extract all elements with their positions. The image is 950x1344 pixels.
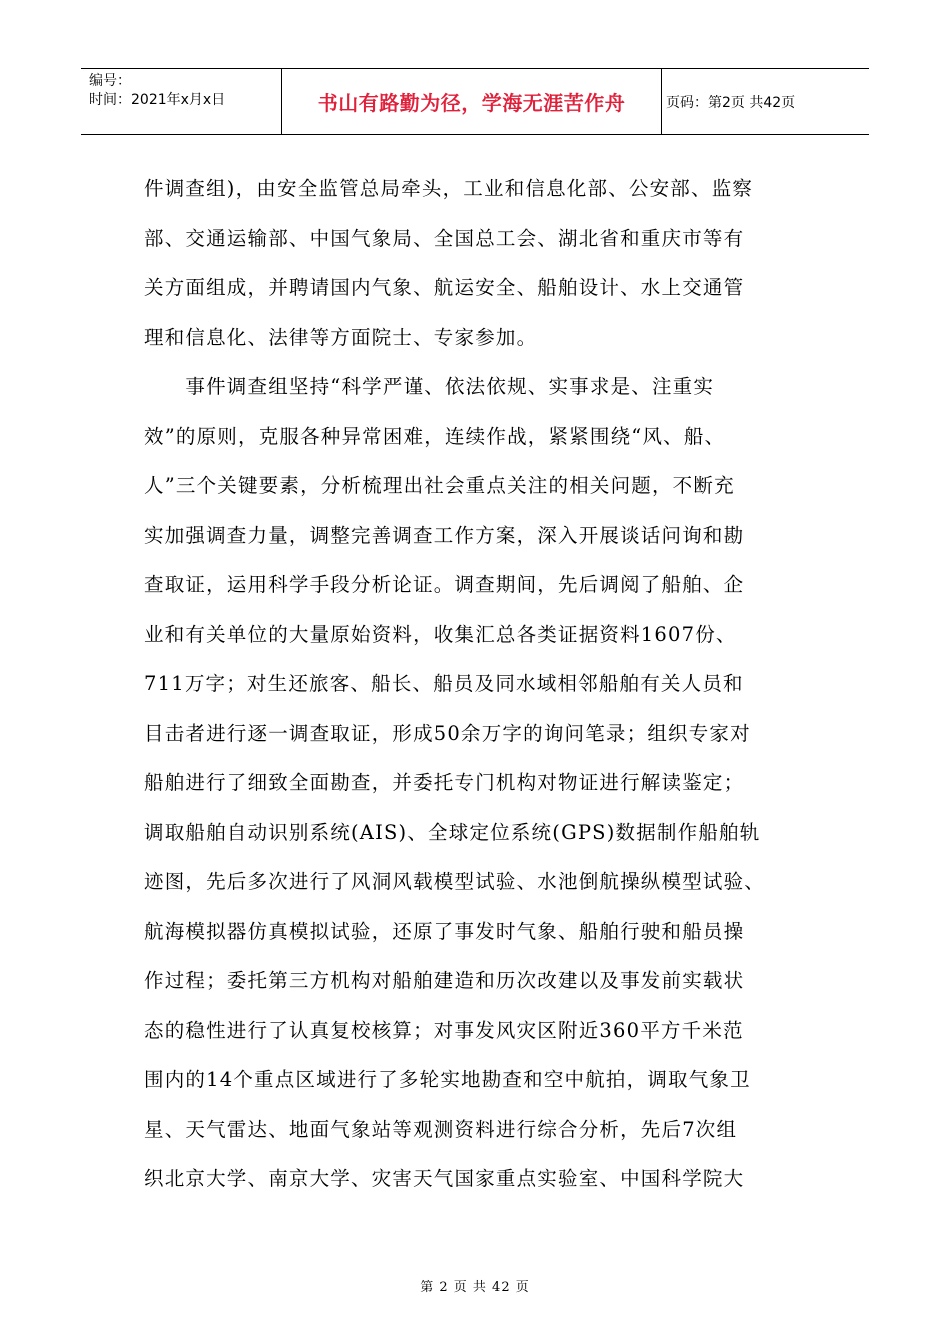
- body-line: 理和信息化、法律等方面院士、专家参加。: [144, 325, 538, 349]
- body-line: 态的稳性进行了认真复校核算；对事发风灾区附近360平方千米范: [144, 1018, 744, 1042]
- body-line: 人”三个关键要素，分析梳理出社会重点关注的相关问题，不断充: [144, 474, 735, 497]
- body-line: 调取船舶自动识别系统(AIS)、全球定位系统(GPS)数据制作船舶轨: [144, 820, 761, 844]
- body-line: 效”的原则，克服各种异常困难，连续作战，紧紧围绕“风、船、: [144, 424, 726, 448]
- body-line: 船舶进行了细致全面勘查，并委托专门机构对物证进行解读鉴定；: [144, 771, 745, 794]
- body-line: 星、天气雷达、地面气象站等观测资料进行综合分析，先后7次组: [144, 1117, 738, 1141]
- body-line: 业和有关单位的大量原始资料，收集汇总各类证据资料1607份、: [144, 622, 737, 646]
- header-meta-cell: [81, 69, 282, 134]
- header-page-code: 页码：第2页 共42页: [666, 94, 796, 111]
- body-line: 航海模拟器仿真模拟试验，还原了事发时气象、船舶行驶和船员操: [144, 919, 745, 943]
- body-line: 711万字；对生还旅客、船长、船员及同水域相邻船舶有关人员和: [144, 672, 744, 695]
- document-body: [144, 164, 814, 1204]
- body-line: 作过程；委托第三方机构对船舶建造和历次改建以及事发前实载状: [144, 969, 745, 992]
- body-line: 实加强调查力量，调整完善调查工作方案，深入开展谈话问询和勘: [144, 523, 745, 547]
- body-line: 目击者进行逐一调查取证，形成50余万字的询问笔录；组织专家对: [144, 721, 751, 745]
- serial-label: 编号：: [89, 73, 131, 89]
- time-label: 时间：2021年x月x日: [89, 92, 226, 108]
- body-line: 查取证，运用科学手段分析论证。调查期间，先后调阅了船舶、企: [144, 573, 745, 596]
- body-line: 关方面组成，并聘请国内气象、航运安全、船舶设计、水上交通管: [144, 276, 745, 299]
- page-header: [81, 68, 869, 135]
- body-line: 迹图，先后多次进行了风洞风载模型试验、水池倒航操纵模型试验、: [144, 870, 766, 893]
- body-line: 事件调查组坚持“科学严谨、依法依规、实事求是、注重实: [144, 375, 715, 398]
- body-line: 围内的14个重点区域进行了多轮实地勘查和空中航拍，调取气象卫: [144, 1068, 751, 1091]
- page-footer: 第 2 页 共 42 页: [420, 1280, 530, 1295]
- header-motto: 书山有路勤为径，学海无涯苦作舟: [282, 69, 662, 134]
- body-line: 部、交通运输部、中国气象局、全国总工会、湖北省和重庆市等有: [144, 226, 745, 250]
- body-line: 件调查组)，由安全监管总局牵头，工业和信息化部、公安部、监察: [144, 177, 754, 200]
- body-line: 织北京大学、南京大学、灾害天气国家重点实验室、中国科学院大: [144, 1167, 745, 1190]
